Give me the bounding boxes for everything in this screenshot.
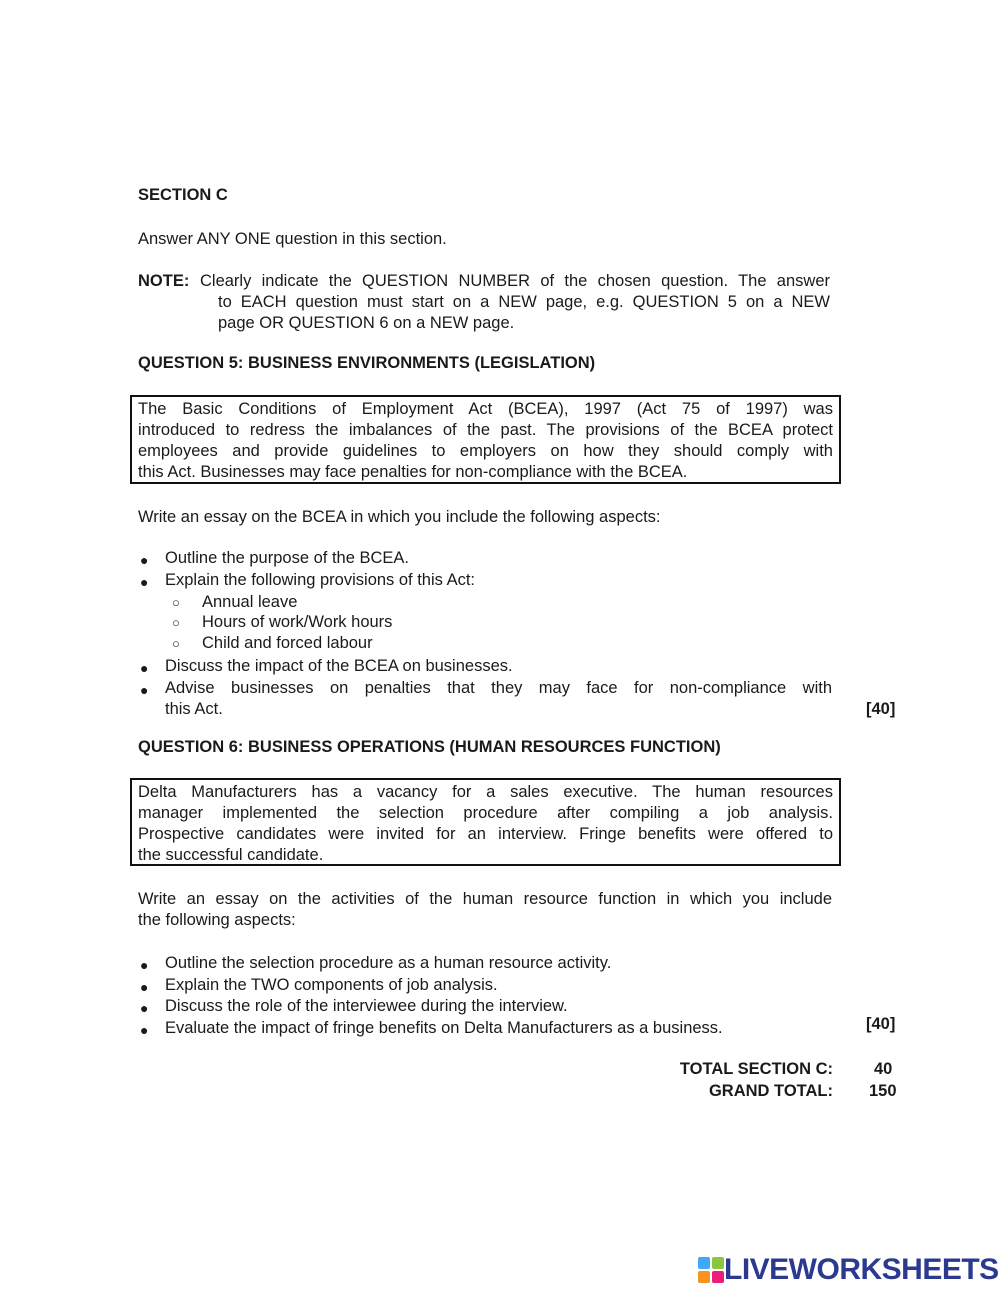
q6-bullet-1: Outline the selection procedure as a human resource activity. <box>165 954 612 972</box>
note-line-1: Clearly indicate the QUESTION NUMBER of the chosen question. The answer <box>200 272 830 290</box>
note-line-2: to EACH question must start on a NEW page, e.g. QUESTION 5 on a NEW <box>218 293 830 311</box>
q5-bullet-4-cont: this Act. <box>165 700 223 718</box>
liveworksheets-logo <box>698 1253 999 1287</box>
q5-box-line-4: this Act. Businesses may face penalties for non-compliance with the BCEA. <box>138 463 688 481</box>
q6-box-line-1: Delta Manufacturers has a vacancy for a sales executive. The human resources <box>138 783 833 801</box>
section-instruction: Answer ANY ONE question in this section. <box>138 230 447 248</box>
q6-box-line-3: Prospective candidates were invited for an interview. Fringe benefits were offered to <box>138 825 833 843</box>
q5-box-line-2: introduced to redress the imbalances of the past. The provisions of the BCEA protect <box>138 421 833 439</box>
bullet-icon: ● <box>140 957 149 973</box>
grand-total-value: 150 <box>869 1082 897 1100</box>
q6-case-box <box>130 778 841 866</box>
circle-bullet-icon: ○ <box>172 636 180 651</box>
q5-sub-bullet-1: Annual leave <box>202 593 298 611</box>
q6-box-line-2: manager implemented the selection procedure after compiling a job analysis. <box>138 804 833 822</box>
q6-bullet-2: Explain the TWO components of job analysis. <box>165 976 498 994</box>
q5-bullet-4: Advise businesses on penalties that they may face for non-compliance with <box>165 679 832 697</box>
q5-bullet-2: Explain the following provisions of this Act: <box>165 571 475 589</box>
bullet-icon: ● <box>140 1022 149 1038</box>
q5-box-line-1: The Basic Conditions of Employment Act (BCEA), 1997 (Act 75 of 1997) was <box>138 400 833 418</box>
bullet-icon: ● <box>140 1000 149 1016</box>
total-section-label: TOTAL SECTION C: <box>679 1060 833 1078</box>
q6-heading: QUESTION 6: BUSINESS OPERATIONS (HUMAN RESOURCES FUNCTION) <box>138 738 721 756</box>
q6-bullet-3: Discuss the role of the interviewee during the interview. <box>165 997 568 1015</box>
q5-bullet-1: Outline the purpose of the BCEA. <box>165 549 409 567</box>
q6-box-line-4: the successful candidate. <box>138 846 324 864</box>
circle-bullet-icon: ○ <box>172 595 180 610</box>
logo-text: LIVEWORKSHEETS <box>724 1253 999 1286</box>
bullet-icon: ● <box>140 979 149 995</box>
q5-case-box <box>130 395 841 484</box>
q6-bullet-4: Evaluate the impact of fringe benefits on Delta Manufacturers as a business. <box>165 1019 723 1037</box>
q6-marks: [40] <box>866 1015 896 1033</box>
q6-prompt-line-1: Write an essay on the activities of the human resource function in which you include <box>138 890 832 908</box>
logo-blocks-icon <box>698 1257 724 1283</box>
bullet-icon: ● <box>140 552 149 568</box>
grand-total-label: GRAND TOTAL: <box>708 1082 833 1100</box>
q5-prompt: Write an essay on the BCEA in which you include the following aspects: <box>138 508 661 526</box>
circle-bullet-icon: ○ <box>172 615 180 630</box>
q5-marks: [40] <box>866 700 896 718</box>
total-section-value: 40 <box>874 1060 893 1078</box>
note-label: NOTE: <box>138 272 190 290</box>
section-title: SECTION C <box>138 186 228 204</box>
q6-prompt-line-2: the following aspects: <box>138 911 296 929</box>
q5-sub-bullet-3: Child and forced labour <box>202 634 373 652</box>
q5-sub-bullet-2: Hours of work/Work hours <box>202 613 393 631</box>
q5-heading: QUESTION 5: BUSINESS ENVIRONMENTS (LEGISLATION) <box>138 354 596 372</box>
q5-bullet-3: Discuss the impact of the BCEA on businesses. <box>165 657 513 675</box>
bullet-icon: ● <box>140 574 149 590</box>
bullet-icon: ● <box>140 682 149 698</box>
q5-box-line-3: employees and provide guidelines to employers on how they should comply with <box>138 442 833 460</box>
note-line-3: page OR QUESTION 6 on a NEW page. <box>218 314 515 332</box>
bullet-icon: ● <box>140 660 149 676</box>
